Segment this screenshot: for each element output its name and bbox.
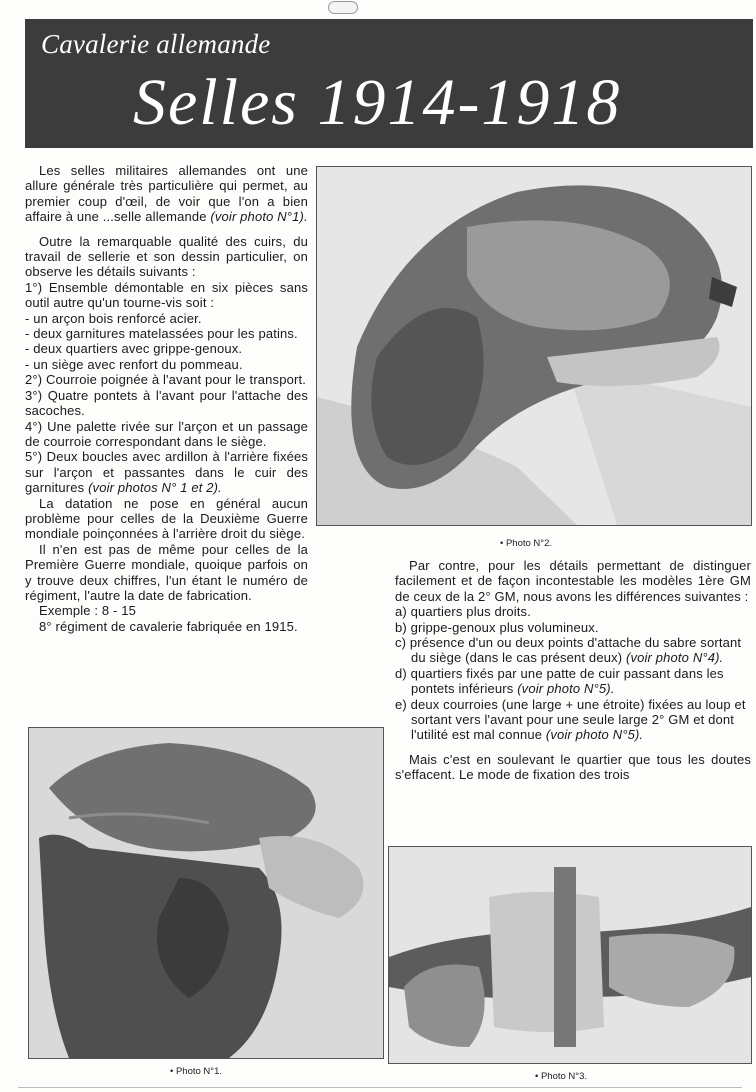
right-text-column (395, 558, 751, 783)
paragraph-dating: La datation ne pose en général aucun problème pour celles de la Deuxième Guerre mondiale poinçonnées à l'arrière droit du siège. (25, 495, 308, 542)
photo-reference: (voir photos N° 1 et 2). (88, 480, 222, 496)
article-kicker: Cavalerie allemande (41, 29, 271, 59)
saddle-photo-1-image (29, 728, 383, 1058)
difference-d: d) quartiers fixés par une patte de cuir passant dans les pontets inférieurs (voir photo N°5). (395, 665, 724, 697)
photo-2-caption: • Photo N°2. (500, 538, 553, 549)
example-line: Exemple : 8 - 15 (39, 603, 137, 619)
article-title: Selles 1914-1918 (133, 66, 622, 139)
detail-1-item: - deux garnitures matelassées pour les patins. (25, 326, 298, 342)
detail-3: 3°) Quatre pontets à l'avant pour l'attache des sacoches. (25, 387, 308, 419)
difference-c: c) présence d'un ou deux points d'attache du sabre sortant du siège (dans le cas présent deux) (voir photo N°4). (395, 635, 742, 666)
detail-1-item: - deux quartiers avec grippe-genoux. (25, 341, 243, 357)
paragraph-differences-intro: Par contre, pour les détails permettant de distinguer facilement et de façon incontestable les modèles 1ère GM de ceux de la 2° GM, nous avons les différences suivantes : (395, 558, 751, 604)
saddle-photo-2-image (317, 167, 751, 525)
photo-3-caption: • Photo N°3. (535, 1071, 588, 1082)
paragraph-ww1: Il n'en est pas de même pour celles de la Première Guerre mondiale, quoique parfois on y trouve deux chiffres, l'un étant le numéro de régiment, l'autre la date de fabrication. (25, 541, 308, 603)
photo-2 (316, 166, 752, 526)
photo-1-caption: • Photo N°1. (170, 1066, 223, 1077)
photo-3 (388, 846, 752, 1064)
detail-5: 5°) Deux boucles avec ardillon à l'arrière fixées sur l'arçon et passantes dans le cuir des garnitures (voir photos N° 1 et 2). (25, 449, 308, 496)
difference-b: b) grippe-genoux plus volumineux. (395, 619, 599, 635)
paragraph-intro: Les selles militaires allemandes ont une allure générale très particulière qui permet, au premier coup d'œil, de voir que l'on a bien affaire à une ...selle allemande (voir photo N°1). (25, 163, 308, 225)
photo-reference: (voir photo N°5). (545, 727, 644, 743)
detail-2: 2°) Courroie poignée à l'avant pour le transport. (25, 372, 306, 388)
title-banner (25, 19, 753, 148)
photo-reference: (voir photo N°4). (625, 650, 724, 666)
paragraph-conclusion: Mais c'est en soulevant le quartier que tous les doutes s'effacent. Le mode de fixation des trois (395, 751, 751, 783)
saddle-photo-3-image (389, 847, 751, 1063)
photo-reference: (voir photo N°1). (210, 209, 308, 225)
difference-a: a) quartiers plus droits. (395, 604, 531, 620)
photo-1 (28, 727, 384, 1059)
binder-hole (328, 1, 358, 14)
detail-1-item: - un arçon bois renforcé acier. (25, 310, 202, 326)
bottom-rule (18, 1087, 742, 1088)
difference-e: e) deux courroies (une large + une étroite) fixées au loup et sortant vers l'avant pour une seule large 2° GM et dont l'utilité est mal connue (voir photo N°5). (395, 696, 746, 743)
detail-1: 1°) Ensemble démontable en six pièces sans outil autre qu'un tourne-vis soit : (25, 279, 308, 311)
detail-1-item: - un siège avec renfort du pommeau. (25, 356, 243, 372)
left-text-column (25, 163, 308, 634)
detail-4: 4°) Une palette rivée sur l'arçon et un passage de courroie correspondant dans le siège. (25, 418, 308, 449)
example-explanation: 8° régiment de cavalerie fabriquée en 1915. (39, 618, 298, 634)
photo-reference: (voir photo N°5). (517, 681, 615, 697)
paragraph-details-intro: Outre la remarquable qualité des cuirs, du travail de sellerie et son dessin particulier, on observe les détails suivants : (25, 233, 308, 280)
